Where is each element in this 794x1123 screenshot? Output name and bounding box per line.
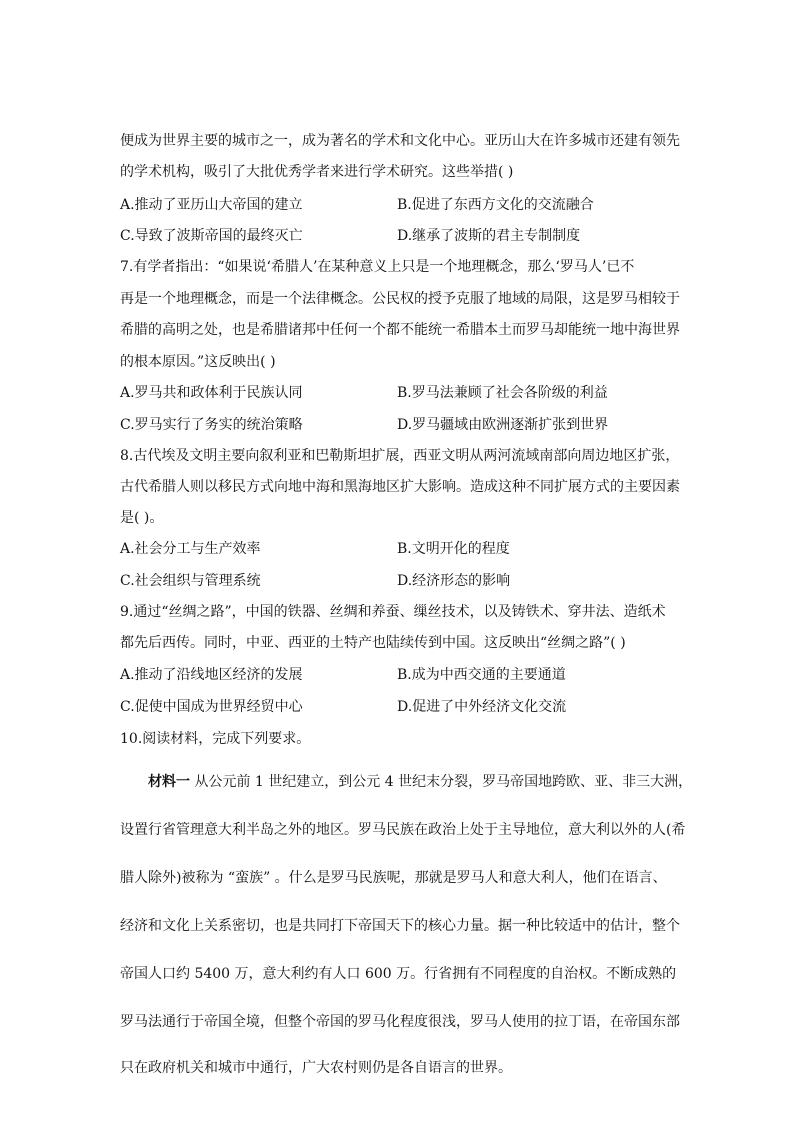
q8-option-d: D.经济形态的影响	[397, 573, 511, 589]
material1-line-7: 只在政府机关和城市中通行，广大农村则仍是各自语言的世界。	[120, 1060, 512, 1076]
q9-text-line-2: 都先后西传。同时，中亚、西亚的土特产也陆续传到中国。这反映出“丝绸之路”( )	[120, 635, 626, 651]
q8-text-line-2: 古代希腊人则以移民方式向地中海和黑海地区扩大影响。造成这种不同扩展方式的主要因素	[120, 479, 680, 495]
material1-line-6: 罗马法通行于帝国全境，但整个帝国的罗马化程度很浅，罗马人使用的拉丁语，在帝国东部	[120, 1014, 680, 1030]
q7-option-a: A.罗马共和政体利于民族认同	[120, 385, 303, 401]
q7-option-b: B.罗马法兼顾了社会各阶级的利益	[397, 385, 608, 401]
q7-text-line-3: 希腊的高明之处，也是希腊诸邦中任何一个都不能统一希腊本土而罗马却能统一地中海世界	[120, 322, 680, 338]
q9-option-d: D.促进了中外经济文化交流	[397, 699, 567, 715]
material1-line-4: 经济和文化上关系密切，也是共同打下帝国天下的核心力量。据一种比较适中的估计，整个	[120, 918, 680, 934]
q8-text-line-1: 8.古代埃及文明主要向叙利亚和巴勒斯坦扩展，西亚文明从两河流域南部向周边地区扩张，	[120, 448, 680, 464]
q7-option-d: D.罗马疆域由欧洲逐渐扩张到世界	[397, 417, 609, 433]
q6-option-d: D.继承了波斯的君主专制制度	[397, 228, 581, 244]
q7-text-line-2: 再是一个地理概念，而是一个法律概念。公民权的授予克服了地域的局限，这是罗马相较于	[120, 291, 680, 307]
material1-line-2: 设置行省管理意大利半岛之外的地区。罗马民族在政治上处于主导地位，意大利以外的人(希	[120, 822, 686, 838]
material1-line-1-text: 从公元前 1 世纪建立，到公元 4 世纪末分裂，罗马帝国地跨欧、亚、非三大洲，	[190, 774, 693, 790]
q7-option-c: C.罗马实行了务实的统治策略	[120, 417, 303, 433]
q9-option-a: A.推动了沿线地区经济的发展	[120, 667, 303, 683]
q6-option-a: A.推动了亚历山大帝国的建立	[120, 197, 303, 213]
q8-option-b: B.文明开化的程度	[397, 541, 510, 557]
q8-option-c: C.社会组织与管理系统	[120, 573, 261, 589]
material1-line-5: 帝国人口约 5400 万，意大利约有人口 600 万。行省拥有不同程度的自治权。不断成熟的	[120, 966, 677, 982]
material1-label: 材料一	[148, 774, 190, 790]
q6-text-line-2: 的学术机构，吸引了大批优秀学者来进行学术研究。这些举措( )	[120, 164, 514, 180]
q6-option-b: B.促进了东西方文化的交流融合	[397, 197, 594, 213]
q9-option-b: B.成为中西交通的主要通道	[397, 667, 566, 683]
q7-text-line-1: 7.有学者指出：“如果说‘希腊人’在某种意义上只是一个地理概念，那么‘罗马人’已不	[120, 259, 635, 275]
q6-text-line-1: 便成为世界主要的城市之一，成为著名的学术和文化中心。亚历山大在许多城市还建有领先	[120, 133, 680, 149]
q6-option-c: C.导致了波斯帝国的最终灭亡	[120, 228, 303, 244]
material1-line-1	[148, 772, 692, 792]
material1-line-3: 腊人除外)被称为 “蛮族” 。什么是罗马民族呢，那就是罗马人和意大利人，他们在语言、	[120, 870, 667, 886]
q9-option-c: C.促使中国成为世界经贸中心	[120, 699, 303, 715]
q10-text-line-1: 10.阅读材料，完成下列要求。	[120, 731, 311, 747]
q7-text-line-4: 的根本原因。”这反映出( )	[120, 354, 276, 370]
q8-text-line-3: 是( )。	[120, 510, 164, 526]
q8-option-a: A.社会分工与生产效率	[120, 541, 261, 557]
q9-text-line-1: 9.通过“丝绸之路”，中国的铁器、丝绸和养蚕、缫丝技术，以及铸铁术、穿井法、造纸术	[120, 604, 666, 620]
